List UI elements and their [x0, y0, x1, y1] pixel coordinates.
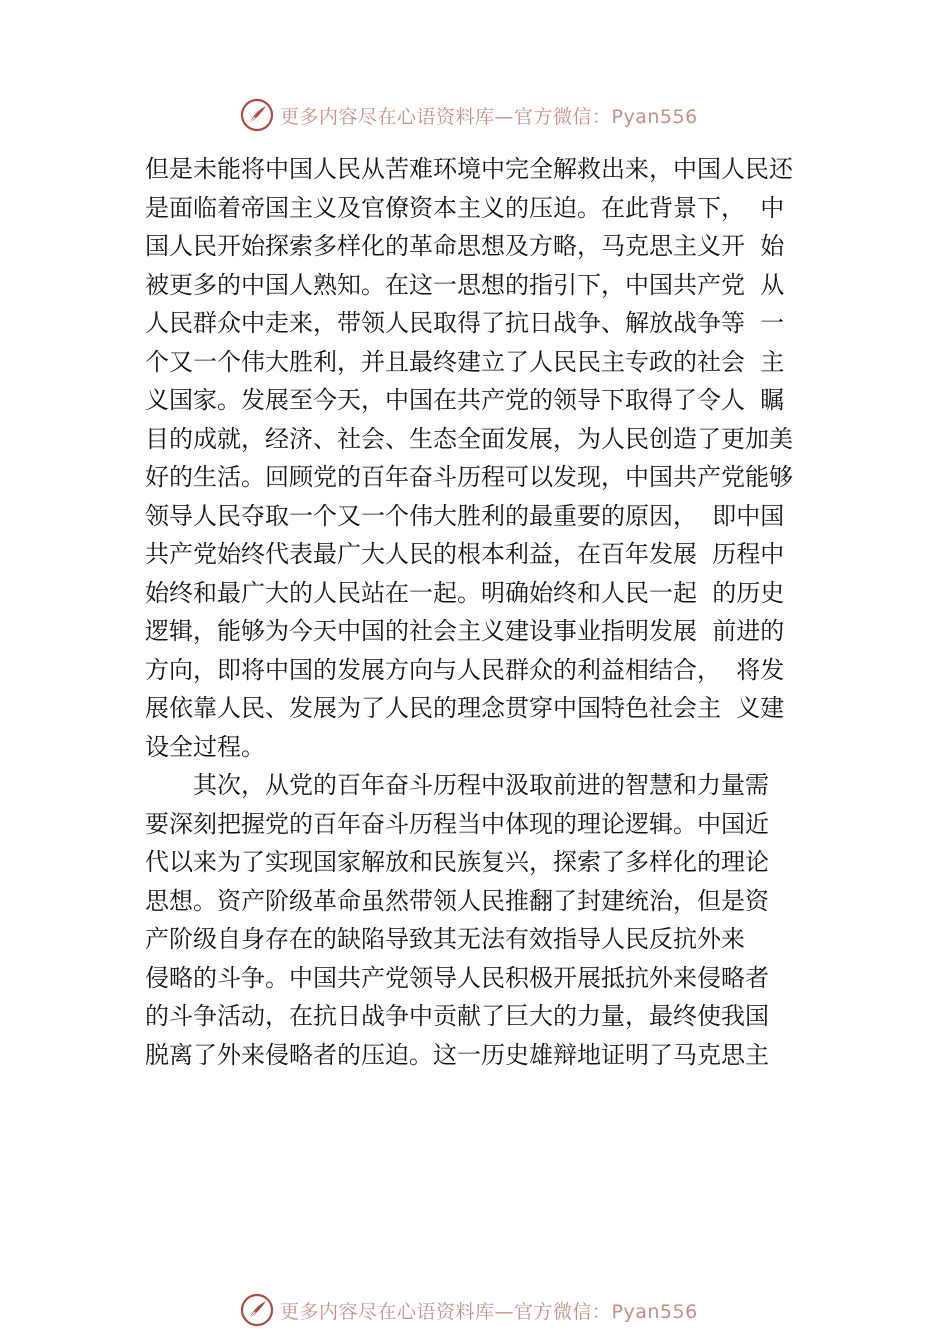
paragraph-line: 方向，即将中国的发展方向与人民群众的利益相结合， 将发 [145, 655, 785, 684]
paragraph-line: 代以来为了实现国家解放和民族复兴，探索了多样化的理论 [145, 848, 769, 876]
paragraph-line: 侵略的斗争。中国共产党领导人民积极开展抵抗外来侵略者 [145, 963, 769, 992]
paragraph-line: 设全过程。 [145, 732, 265, 761]
paragraph-line: 要深刻把握党的百年奋斗历程当中体现的理论逻辑。中国近 [145, 809, 769, 838]
paragraph-line: 义国家。发展至今天，中国在共产党的领导下取得了令人 瞩 [145, 386, 785, 414]
paragraph-line: 思想。资产阶级革命虽然带领人民推翻了封建统治，但是资 [145, 886, 769, 915]
paragraph-line: 其次，从党的百年奋斗历程中汲取前进的智慧和力量需 [193, 771, 769, 799]
paragraph-line: 产阶级自身存在的缺陷导致其无法有效指导人民反抗外来 [145, 925, 745, 953]
paragraph-line: 领导人民夺取一个又一个伟大胜利的最重要的原因， 即中国 [145, 501, 785, 530]
footer-banner-text: 更多内容尽在心语资料库—官方微信：Pyan556 [280, 1300, 698, 1323]
header-banner [240, 95, 760, 135]
paragraph-line: 是面临着帝国主义及官僚资本主义的压迫。在此背景下， 中 [145, 193, 785, 222]
footer-banner [240, 1290, 760, 1330]
paragraph-line: 国人民开始探索多样化的革命思想及方略，马克思主义开 始 [145, 232, 785, 260]
paragraph-line: 人民群众中走来，带领人民取得了抗日战争、解放战争等 一 [145, 309, 785, 337]
paragraph-line: 共产党始终代表最广大人民的根本利益，在百年发展 历程中 [145, 540, 785, 568]
paragraph-line: 的斗争活动，在抗日战争中贡献了巨大的力量，最终使我国 [145, 1002, 769, 1030]
header-banner-text: 更多内容尽在心语资料库—官方微信：Pyan556 [280, 105, 698, 128]
paragraph-line: 逻辑，能够为今天中国的社会主义建设事业指明发展 前进的 [145, 617, 785, 645]
quill-logo-icon [240, 1293, 274, 1327]
paragraph-line: 被更多的中国人熟知。在这一思想的指引下，中国共产党 从 [145, 270, 785, 299]
paragraph-line: 始终和最广大的人民站在一起。明确始终和人民一起 的历史 [145, 578, 785, 607]
paragraph-line: 个又一个伟大胜利，并且最终建立了人民民主专政的社会 主 [145, 347, 785, 376]
paragraph-line: 目的成就，经济、社会、生态全面发展，为人民创造了更加美 [145, 424, 793, 453]
paragraph-line: 好的生活。回顾党的百年奋斗历程可以发现，中国共产党能够 [145, 463, 793, 491]
paragraph-line: 脱离了外来侵略者的压迫。这一历史雄辩地证明了马克思主 [145, 1040, 769, 1069]
paragraph-line: 展依靠人民、发展为了人民的理念贯穿中国特色社会主 义建 [145, 694, 785, 722]
quill-logo-icon [240, 98, 274, 132]
document-body [145, 150, 835, 1074]
paragraph-line: 但是未能将中国人民从苦难环境中完全解救出来，中国人民还 [145, 155, 793, 183]
